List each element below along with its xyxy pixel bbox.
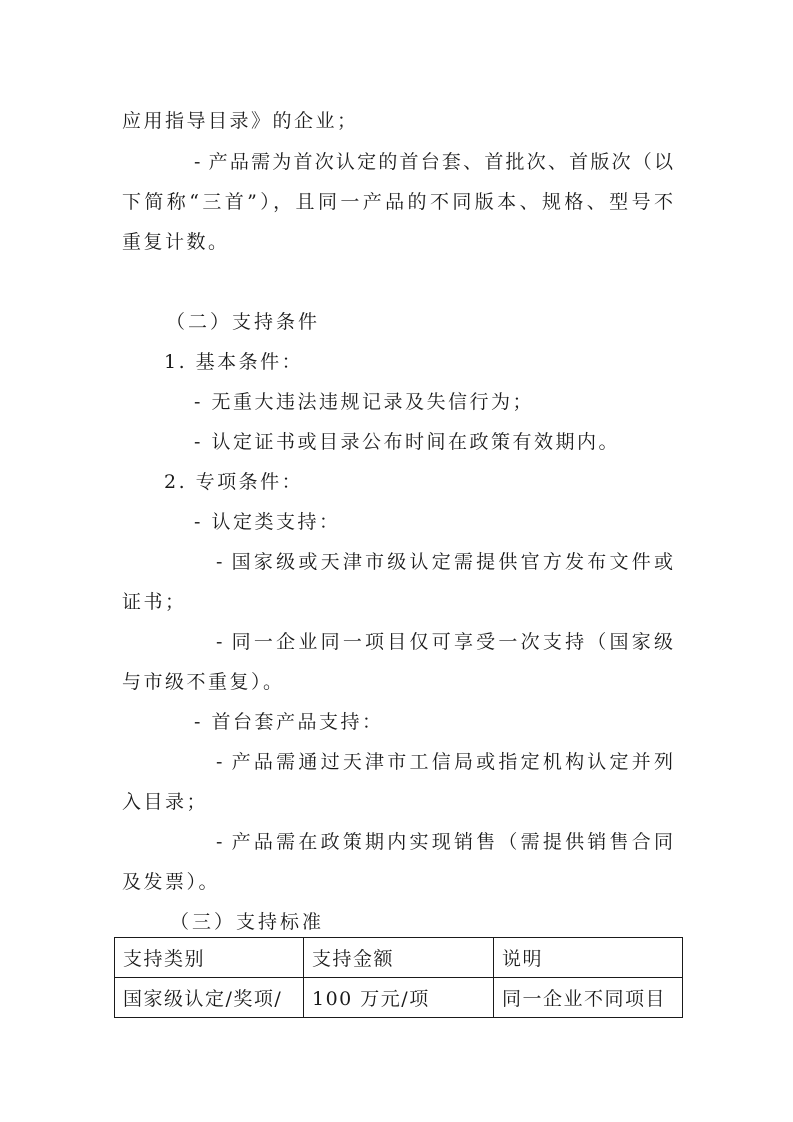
list-item: - 产品需在政策期内实现销售（需提供销售合同 (216, 831, 673, 853)
list-item: - 认定证书或目录公布时间在政策有效期内。 (194, 431, 620, 453)
paragraph-line: 应用指导目录》的企业； (122, 110, 359, 132)
list-item: - 同一企业同一项目仅可享受一次支持（国家级 (216, 631, 673, 653)
list-item-continuation: 证书； (122, 591, 187, 613)
subheading-basic-conditions: 1. 基本条件： (164, 351, 304, 373)
paragraph-line: 下简称“三首”），且同一产品的不同版本、规格、型号不 (122, 191, 673, 213)
subheading-special-conditions: 2. 专项条件： (164, 471, 304, 493)
support-standards-table (114, 937, 683, 1018)
paragraph-line: - 产品需为首次认定的首台套、首批次、首版次（以 (194, 151, 673, 173)
table-cell: 国家级认定/奖项/ (115, 978, 304, 1018)
paragraph-line: 重复计数。 (122, 231, 230, 253)
table-header-cell: 支持类别 (115, 938, 304, 978)
list-item: - 无重大违法违规记录及失信行为； (194, 391, 534, 413)
table-header-cell: 说明 (494, 938, 683, 978)
table-row (115, 978, 683, 1018)
list-item-continuation: 入目录； (122, 791, 209, 813)
list-item-continuation: 及发票）。 (122, 871, 221, 893)
table-cell: 100 万元/项 (304, 978, 494, 1018)
list-item: - 认定类支持： (194, 511, 341, 533)
table-header-row (115, 938, 683, 978)
list-item: - 产品需通过天津市工信局或指定机构认定并列 (216, 751, 673, 773)
section-heading-conditions: （二）支持条件 (166, 311, 321, 333)
list-item: - 首台套产品支持： (194, 711, 384, 733)
list-item: - 国家级或天津市级认定需提供官方发布文件或 (216, 551, 673, 573)
section-heading-standards: （三）支持标准 (170, 911, 325, 933)
table-header-cell: 支持金额 (304, 938, 494, 978)
table-cell: 同一企业不同项目 (494, 978, 683, 1018)
list-item-continuation: 与市级不重复）。 (122, 671, 285, 693)
